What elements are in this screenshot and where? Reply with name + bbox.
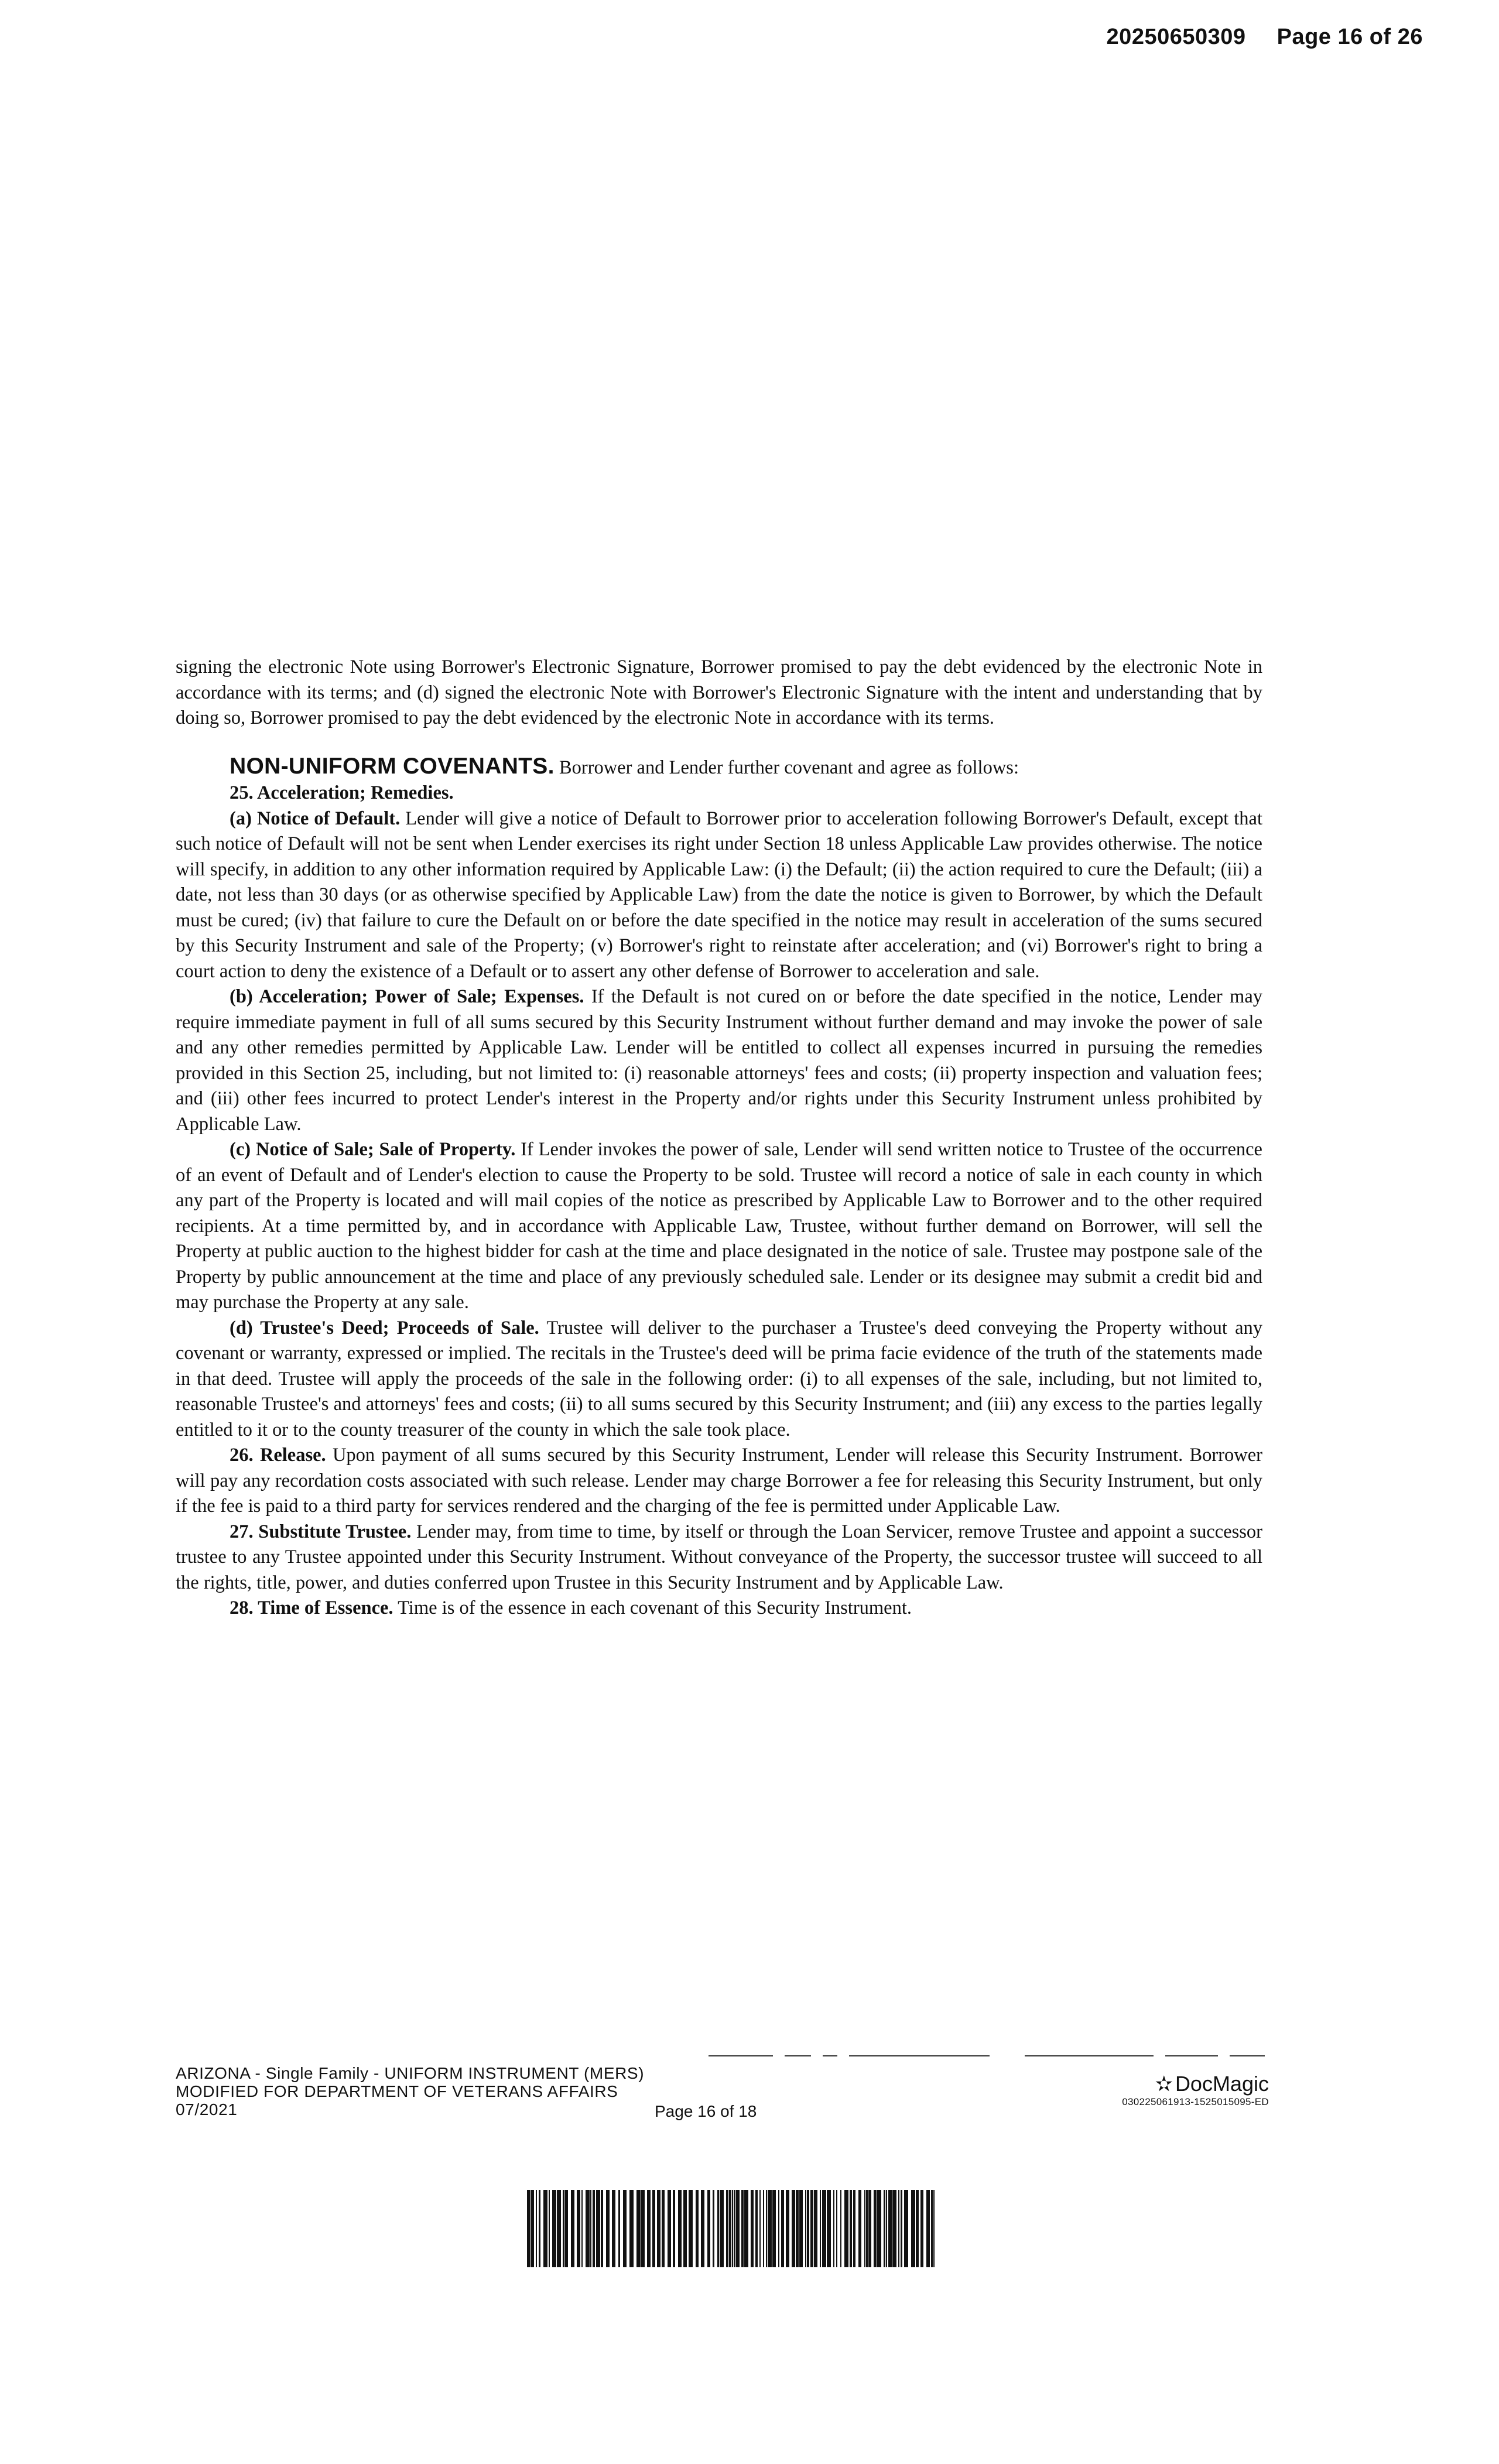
barcode-bar xyxy=(901,2190,902,2267)
barcode-bar xyxy=(571,2190,574,2267)
barcode-bar xyxy=(732,2190,733,2267)
section-heading: (d) Trustee's Deed; Proceeds of Sale. xyxy=(230,1317,539,1339)
barcode-bar xyxy=(920,2190,923,2267)
barcode-bar xyxy=(807,2190,809,2267)
barcode-bar xyxy=(888,2190,892,2267)
barcode-bar xyxy=(734,2190,735,2267)
section-text: Time is of the essence in each covenant of this Security Instrument. xyxy=(393,1597,912,1618)
barcode-bar xyxy=(707,2190,710,2267)
form-page-number: Page 16 of 18 xyxy=(655,2102,757,2120)
barcode-bar xyxy=(641,2190,645,2267)
barcode-bar xyxy=(606,2190,610,2267)
barcode-bar xyxy=(629,2190,634,2267)
barcode-bar xyxy=(763,2190,764,2267)
barcode-bar xyxy=(853,2190,855,2267)
non-uniform-covenants-heading: NON-UNIFORM COVENANTS. xyxy=(230,753,555,779)
barcode-bar xyxy=(736,2190,740,2267)
footer-rule xyxy=(785,2055,811,2056)
section-25a-paragraph xyxy=(176,806,1262,985)
recording-page-label: Page 16 of 26 xyxy=(1276,25,1423,49)
barcode-bar xyxy=(799,2190,803,2267)
barcode-bar xyxy=(858,2190,861,2267)
barcode-bar xyxy=(623,2190,627,2267)
barcode-bar xyxy=(717,2190,719,2267)
barcode-bar xyxy=(612,2190,615,2267)
barcode-bar xyxy=(877,2190,881,2267)
barcode-bar xyxy=(864,2190,865,2267)
barcode-bar xyxy=(563,2190,564,2267)
barcode-bar xyxy=(911,2190,915,2267)
barcode-bar xyxy=(820,2190,821,2267)
barcode-bar xyxy=(683,2190,687,2267)
barcode-bar xyxy=(596,2190,600,2267)
document-body xyxy=(176,655,1262,1621)
barcode-bar xyxy=(833,2190,834,2267)
section-25c-paragraph xyxy=(176,1137,1262,1316)
footer-rule xyxy=(1025,2055,1154,2056)
barcode-bar xyxy=(577,2190,580,2267)
barcode-bar xyxy=(720,2190,724,2267)
continuation-paragraph: signing the electronic Note using Borrower's Electronic Signature, Borrower promised to pay the debt evidenced by the electronic Note in accordance with its terms; and (d) signed the electronic Note with Borrower's Electronic Signature with the intent and understanding that by doing so, Borrower promised to pay the debt evidenced by the electronic Note in accordance with its terms. xyxy=(176,656,1262,728)
recording-header xyxy=(1107,25,1423,50)
barcode-bar xyxy=(536,2190,537,2267)
barcode-icon xyxy=(527,2190,937,2267)
barcode-bar xyxy=(581,2190,583,2267)
barcode-bar xyxy=(539,2190,540,2267)
footer-rule xyxy=(1165,2055,1218,2056)
barcode-bar xyxy=(689,2190,693,2267)
docmagic-code: 030225061913-1525015095-ED xyxy=(1122,2096,1269,2107)
barcode-bar xyxy=(713,2190,714,2267)
barcode-bar xyxy=(868,2190,871,2267)
barcode-bar xyxy=(778,2190,779,2267)
barcode-bar xyxy=(527,2190,530,2267)
barcode-bar xyxy=(874,2190,877,2267)
footer-rule xyxy=(709,2055,773,2056)
non-uniform-covenants-text: Borrower and Lender further covenant and agree as follows: xyxy=(554,757,1019,778)
barcode-bar xyxy=(786,2190,789,2267)
form-footer xyxy=(176,2064,644,2119)
barcode-bar xyxy=(810,2190,813,2267)
barcode-bar xyxy=(657,2190,660,2267)
section-28-paragraph xyxy=(176,1596,1262,1621)
barcode-bar xyxy=(618,2190,620,2267)
footer-rule xyxy=(1230,2055,1265,2056)
section-heading: 25. Acceleration; Remedies. xyxy=(230,782,454,803)
barcode-bar xyxy=(590,2190,591,2267)
barcode-bar xyxy=(673,2190,675,2267)
barcode-graphic xyxy=(527,2190,937,2267)
barcode-bar xyxy=(844,2190,848,2267)
barcode-bar xyxy=(933,2190,935,2267)
barcode-bar xyxy=(931,2190,933,2267)
docmagic-logo xyxy=(1122,2073,1269,2108)
non-uniform-covenants-paragraph xyxy=(176,754,1262,781)
barcode-bar xyxy=(796,2190,799,2267)
barcode-bar xyxy=(898,2190,899,2267)
section-text: Trustee will deliver to the purchaser a Trustee's deed conveying the Property without any covenant or warranty, expressed or implied. The recitals in the Trustee's deed will be prima facie evidence of the truth of the statements made in that deed. Trustee will apply the proceeds of the sale in the following order: (i) to all expenses of the sale, including, but not limited to, reasonable Trustee's and attorneys' fees and costs; (ii) to all sums secured by this Security Instrument; and (iii) any excess to the parties legally entitled to it or to the county treasurer of the county in which the sale took place. xyxy=(176,1317,1262,1440)
section-heading: 28. Time of Essence. xyxy=(230,1597,393,1618)
barcode-bar xyxy=(552,2190,556,2267)
section-heading: (b) Acceleration; Power of Sale; Expenses. xyxy=(230,986,584,1007)
section-heading: 27. Substitute Trustee. xyxy=(230,1521,412,1542)
barcode-bar xyxy=(726,2190,728,2267)
barcode-bar xyxy=(652,2190,655,2267)
barcode-bar xyxy=(696,2190,699,2267)
footer-rule xyxy=(849,2055,990,2056)
section-text: Lender will give a notice of Default to Borrower prior to acceleration following Borrower's Default, except that such notice of Default will not be sent when Lender exercises its right under Section 18 unless Applicable Law provides otherwise. The notice will specify, in addition to any other information required by Applicable Law: (i) the Default; (ii) the action required to cure the Default; (iii) a date, not less than 30 days (or as otherwise specified by Applicable Law) from the date the notice is given to Borrower, by which the Default must be cured; (iv) that failure to cure the Default on or before the date specified in the notice may result in acceleration of the sums secured by this Security Instrument and sale of the Property; (v) Borrower's right to reinstate after acceleration; and (vi) Borrower's right to bring a court action to deny the existence of a Default or to assert any other defense of Borrower to acceleration and sale. xyxy=(176,807,1262,982)
docmagic-brand-name: DocMagic xyxy=(1175,2072,1269,2096)
barcode-bar xyxy=(805,2190,806,2267)
form-footer-line: 07/2021 xyxy=(176,2100,238,2119)
barcode-bar xyxy=(822,2190,826,2267)
section-25-paragraph xyxy=(176,781,1262,806)
section-heading: 26. Release. xyxy=(230,1445,326,1466)
barcode-bar xyxy=(593,2190,595,2267)
section-25d-paragraph xyxy=(176,1316,1262,1443)
star-icon: ✫ xyxy=(1155,2072,1173,2096)
barcode-bar xyxy=(884,2190,885,2267)
barcode-bar xyxy=(601,2190,603,2267)
section-26-paragraph xyxy=(176,1443,1262,1520)
docmagic-brand xyxy=(1122,2073,1269,2095)
barcode-bar xyxy=(814,2190,817,2267)
barcode-bar xyxy=(759,2190,761,2267)
barcode-bar xyxy=(886,2190,887,2267)
section-27-paragraph xyxy=(176,1520,1262,1596)
barcode-bar xyxy=(668,2190,671,2267)
barcode-bar xyxy=(564,2190,568,2267)
barcode-bar xyxy=(678,2190,682,2267)
barcode-bar xyxy=(531,2190,534,2267)
barcode-bar xyxy=(781,2190,784,2267)
recording-number: 20250650309 xyxy=(1106,25,1246,49)
barcode-bar xyxy=(926,2190,930,2267)
barcode-bar xyxy=(751,2190,754,2267)
section-text: If the Default is not cured on or before the date specified in the notice, Lender may require immediate payment in full of all sums secured by this Security Instrument without further demand and may invoke the power of sale and any other remedies permitted by Applicable Law. Lender will be entitled to collect all expenses incurred in pursuing the remedies provided in this Section 25, including, but not limited to: (i) reasonable attorneys' fees and costs; (ii) property inspection and valuation fees; and (iii) other fees incurred to protect Lender's interest in the Property and/or rights under this Security Instrument unless prohibited by Applicable Law. xyxy=(176,986,1262,1135)
form-footer-line: ARIZONA - Single Family - UNIFORM INSTRUMENT (MERS) xyxy=(176,2064,645,2082)
barcode-bar xyxy=(766,2190,767,2267)
barcode-bar xyxy=(836,2190,837,2267)
section-heading: (c) Notice of Sale; Sale of Property. xyxy=(230,1139,516,1160)
barcode-bar xyxy=(892,2190,896,2267)
barcode-bar xyxy=(647,2190,651,2267)
barcode-bar xyxy=(744,2190,748,2267)
barcode-bar xyxy=(772,2190,776,2267)
barcode-bar xyxy=(916,2190,919,2267)
barcode-bar xyxy=(586,2190,590,2267)
section-25b-paragraph xyxy=(176,984,1262,1137)
barcode-bar xyxy=(741,2190,744,2267)
barcode-bar xyxy=(866,2190,868,2267)
barcode-bar xyxy=(549,2190,550,2267)
barcode-bar xyxy=(792,2190,795,2267)
barcode-bar xyxy=(636,2190,641,2267)
barcode-bar xyxy=(701,2190,704,2267)
barcode-bar xyxy=(755,2190,758,2267)
form-footer-line: MODIFIED FOR DEPARTMENT OF VETERANS AFFAIRS xyxy=(176,2082,618,2100)
section-text: Upon payment of all sums secured by this Security Instrument, Lender will release this Security Instrument. Borrower will pay any recordation costs associated with such release. Lender may charge Borrower a fee for releasing this Security Instrument, but only if the fee is paid to a third party for services rendered and the charging of the fee is permitted under Applicable Law. xyxy=(176,1445,1262,1517)
barcode-bar xyxy=(729,2190,731,2267)
footer-rule xyxy=(823,2055,837,2056)
footer-rule-lines xyxy=(709,2055,1265,2058)
section-heading: (a) Notice of Default. xyxy=(230,807,401,829)
barcode-bar xyxy=(850,2190,852,2267)
section-text: Lender may, from time to time, by itself or through the Loan Servicer, remove Trustee and appoint a successor trustee to any Trustee appointed under this Security Instrument. Without conveyance of the Property, the successor trustee will succeed to all the rights, title, power, and duties conferred upon Trustee in this Security Instrument and by Applicable Law. xyxy=(176,1521,1262,1593)
barcode-bar xyxy=(827,2190,831,2267)
barcode-bar xyxy=(543,2190,547,2267)
barcode-bar xyxy=(662,2190,665,2267)
barcode-bar xyxy=(557,2190,561,2267)
barcode-bar xyxy=(840,2190,841,2267)
barcode-bar xyxy=(768,2190,772,2267)
section-text: If Lender invokes the power of sale, Lender will send written notice to Trustee of the occurrence of an event of Default and of Lender's election to cause the Property to be sold. Trustee will record a notice of sale in each county in which any part of the Property is located and will mail copies of the notice as prescribed by Applicable Law to Borrower and to the other required recipients. At a time permitted by, and in accordance with Applicable Law, Trustee, without further demand on Borrower, will sell the Property at public auction to the highest bidder for cash at the time and place designated in the notice of sale. Trustee may postpone sale of the Property by public announcement at the time and place of any previously scheduled sale. Lender or its designee may submit a credit bid and may purchase the Property at any sale. xyxy=(176,1139,1262,1313)
barcode-bar xyxy=(904,2190,908,2267)
